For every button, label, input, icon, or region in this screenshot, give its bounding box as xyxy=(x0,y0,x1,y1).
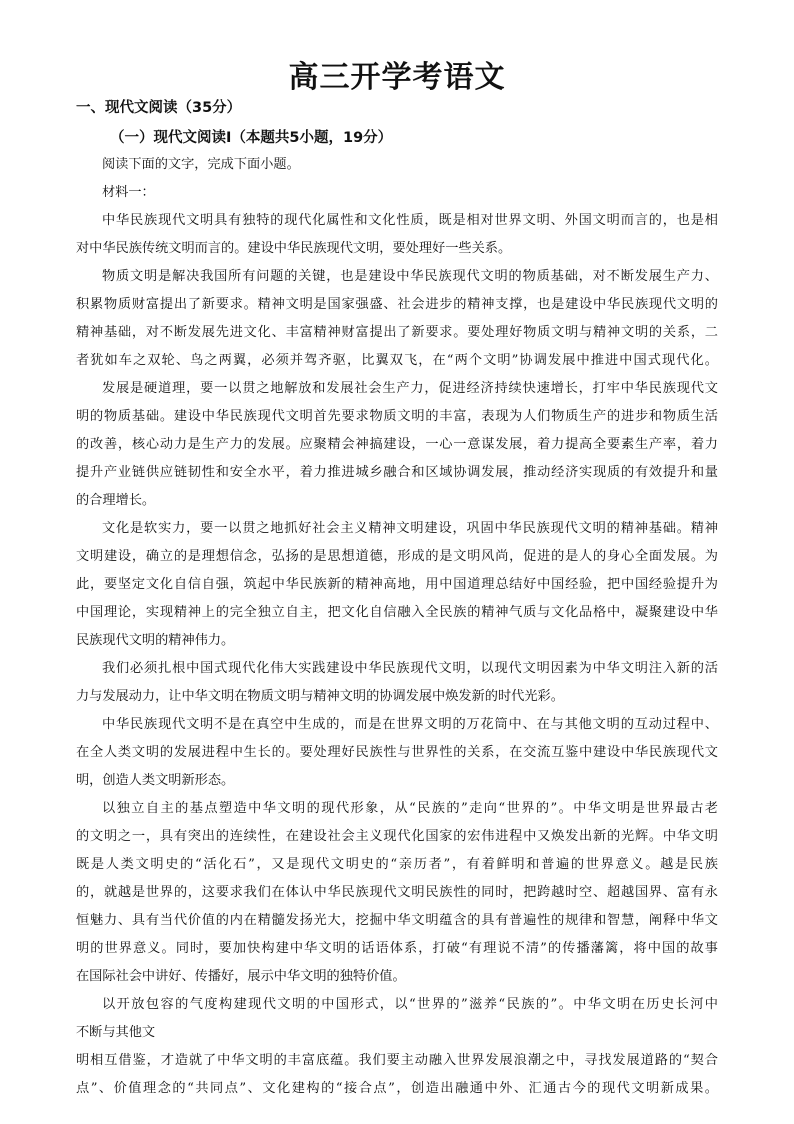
paragraph-line: 我们必须扎根中国式现代化伟大实践建设中华民族现代文明，以现代文明因素为中华文明注入新的活 xyxy=(102,661,718,676)
paragraph-line: 对中华民族传统文明而言的。建设中华民族现代文明，要处理好一些关系。 xyxy=(76,241,512,256)
paragraph-line: 的改善，核心动力是生产力的发展。应聚精会神搞建设，一心一意谋发展，着力提高全要素生产率，着力 xyxy=(76,437,718,452)
paragraph-line: 发展是硬道理，要一以贯之地解放和发展社会生产力，促进经济持续快速增长，打牢中华民族现代文 xyxy=(102,381,718,396)
material-label: 材料一： xyxy=(102,185,155,200)
paragraph-line: 明的世界意义。同时，要加快构建中华文明的话语体系，打破“有理说不清”的传播藩篱，将中国的故事 xyxy=(76,941,718,956)
paragraph-line: 文化是软实力，要一以贯之地抓好社会主义精神文明建设，巩固中华民族现代文明的精神基础。精神 xyxy=(102,521,718,536)
paragraph-line: 的合理增长。 xyxy=(76,493,156,508)
paragraph-line: 民族现代文明的精神伟力。 xyxy=(76,633,235,648)
paragraph-line: 以开放包容的气度构建现代文明的中国形式，以“世界的”滋养“民族的”。中华文明在历史长河中 xyxy=(102,997,718,1012)
paragraph-line: 中华民族现代文明具有独特的现代化属性和文化性质，既是相对世界文明、外国文明而言的，也是相 xyxy=(102,213,718,228)
exam-title: 高三开学考语文 xyxy=(288,60,506,95)
instruction-text: 阅读下面的文字，完成下面小题。 xyxy=(102,157,300,172)
paragraph-line: 文明建设，确立的是理想信念，弘扬的是思想道德，形成的是文明风尚，促进的是人的身心全面发展。为 xyxy=(76,549,718,564)
paragraph-line: 中国理论，实现精神上的完全独立自主，把文化自信融入全民族的精神气质与文化品格中，凝聚建设中华 xyxy=(76,605,718,620)
paragraph-line: 者犹如车之双轮、鸟之两翼，必须并驾齐驱，比翼双飞，在“两个文明”协调发展中推进中国式现代化。 xyxy=(76,353,718,368)
paragraph-line: 在全人类文明的发展进程中生长的。要处理好民族性与世界性的关系，在交流互鉴中建设中华民族现代文 xyxy=(76,745,718,760)
subsection-heading: （一）现代文阅读Ⅰ（本题共5小题，19分） xyxy=(110,130,393,146)
paragraph-line: 精神基础，对不断发展先进文化、丰富精神财富提出了新要求。要处理好物质文明与精神文明的关系，二 xyxy=(76,325,718,340)
section-heading: 一、现代文阅读（35分） xyxy=(76,100,242,116)
paragraph-line: 中华民族现代文明不是在真空中生成的，而是在世界文明的万花筒中、在与其他文明的互动过程中、 xyxy=(102,717,718,732)
paragraph-line: 恒魅力、具有当代价值的内在精髓发扬光大，挖掘中华文明蕴含的具有普遍性的规律和智慧，阐释中华文 xyxy=(76,913,718,928)
paragraph-line: 的，就越是世界的，这要求我们在体认中华民族现代文明民族性的同时，把跨越时空、超越国界、富有永 xyxy=(76,885,718,900)
paragraph-line: 积累物质财富提出了新要求。精神文明是国家强盛、社会进步的精神支撑，也是建设中华民族现代文明的 xyxy=(76,297,718,312)
paragraph-line: 力与发展动力，让中华文明在物质文明与精神文明的协调发展中焕发新的时代光彩。 xyxy=(76,689,564,704)
paragraph-line: 不断与其他文 xyxy=(76,1025,156,1040)
paragraph-line: 以独立自主的基点塑造中华文明的现代形象，从“民族的”走向“世界的”。中华文明是世界最古老 xyxy=(102,801,718,816)
paragraph-line: 物质文明是解决我国所有问题的关键，也是建设中华民族现代文明的物质基础，对不断发展生产力、 xyxy=(102,269,718,284)
paragraph-line: 明的物质基础。建设中华民族现代文明首先要求物质文明的丰富，表现为人们物质生产的进步和物质生活 xyxy=(76,409,718,424)
paragraph-line: 的文明之一，具有突出的连续性，在建设社会主义现代化国家的宏伟进程中又焕发出新的光辉。中华文明 xyxy=(76,829,718,844)
paragraph-line: 既是人类文明史的“活化石”，又是现代文明史的“亲历者”，有着鲜明和普遍的世界意义。越是民族 xyxy=(76,857,718,872)
paragraph-line: 在国际社会中讲好、传播好，展示中华文明的独特价值。 xyxy=(76,969,406,984)
paragraph-line: 明相互借鉴，才造就了中华文明的丰富底蕴。我们要主动融入世界发展浪潮之中，寻找发展道路的“契合 xyxy=(76,1053,718,1068)
paragraph-line: 此，要坚定文化自信自强，筑起中华民族新的精神高地，用中国道理总结好中国经验，把中国经验提升为 xyxy=(76,577,718,592)
paragraph-line: 提升产业链供应链韧性和安全水平，着力推进城乡融合和区域协调发展，推动经济实现质的有效提升和量 xyxy=(76,465,718,480)
paragraph-line: 明，创造人类文明新形态。 xyxy=(76,773,235,788)
paragraph-line: 点”、价值理念的“共同点”、文化建构的“接合点”，创造出融通中外、汇通古今的现代文明新成果。 xyxy=(76,1081,718,1096)
